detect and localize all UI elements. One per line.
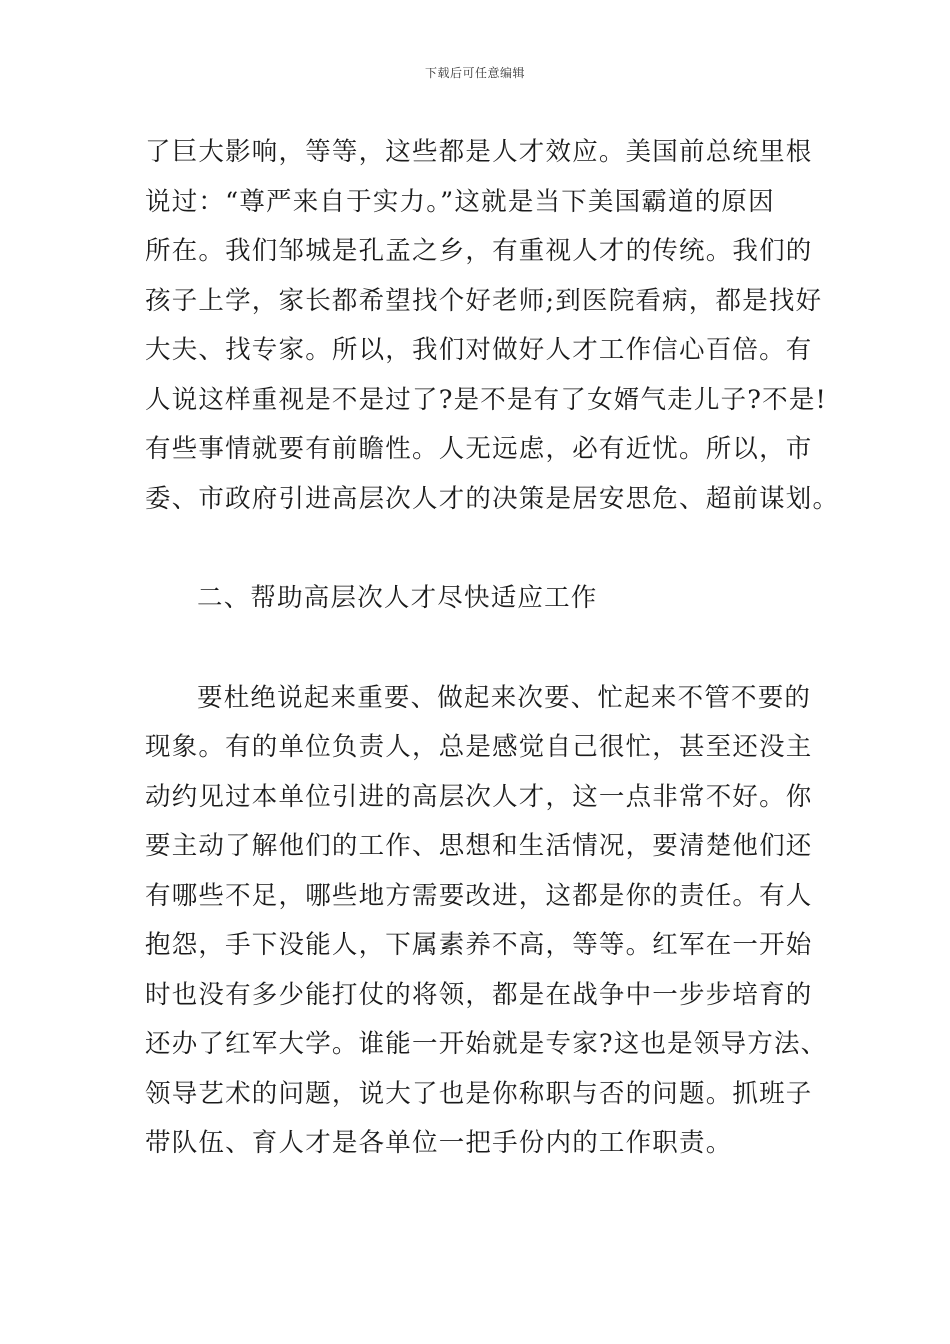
document-body	[145, 128, 840, 1169]
text-line: 说过：“尊严来自于实力。”这就是当下美国霸道的原因	[145, 186, 775, 217]
paragraph-talent-effect	[145, 128, 840, 524]
text-line: 还办了红军大学。谁能一开始就是专家?这也是领导方法、	[145, 1029, 828, 1059]
text-line: 要杜绝说起来重要、做起来次要、忙起来不管不要的	[197, 682, 812, 713]
text-line: 大夫、找专家。所以，我们对做好人才工作信心百倍。有	[145, 335, 813, 365]
text-line: 时也没有多少能打仗的将领，都是在战争中一步步培育的	[145, 979, 813, 1010]
text-line: 孩子上学，家长都希望找个好老师;到医院看病，都是找好	[145, 285, 823, 316]
text-line: 带队伍、育人才是各单位一把手份内的工作职责。	[145, 1128, 733, 1158]
text-line: 人说这样重视是不是过了?是不是有了女婿气走儿子?不是!	[145, 384, 827, 415]
text-line: 有些事情就要有前瞻性。人无远虑，必有近忧。所以，市	[145, 434, 813, 464]
text-line: 了巨大影响，等等，这些都是人才效应。美国前总统里根	[145, 137, 813, 167]
text-line: 现象。有的单位负责人，总是感觉自己很忙，甚至还没主	[145, 732, 813, 762]
text-line: 要主动了解他们的工作、思想和生活情况，要清楚他们还	[145, 831, 813, 861]
text-line: 领导艺术的问题，说大了也是你称职与否的问题。抓班子	[145, 1078, 813, 1109]
paragraph-leadership-duty	[145, 674, 828, 1169]
text-line: 动约见过本单位引进的高层次人才，这一点非常不好。你	[145, 781, 813, 812]
text-line: 所在。我们邹城是孔孟之乡，有重视人才的传统。我们的	[145, 236, 813, 266]
page-header-note: 下载后可任意编辑	[424, 66, 525, 80]
text-line: 抱怨，手下没能人，下属素养不高，等等。红军在一开始	[145, 930, 813, 960]
section-heading: 二、帮助高层次人才尽快适应工作	[197, 583, 598, 613]
text-line: 委、市政府引进高层次人才的决策是居安思危、超前谋划。	[145, 483, 840, 514]
text-line: 有哪些不足，哪些地方需要改进，这都是你的责任。有人	[145, 880, 813, 911]
